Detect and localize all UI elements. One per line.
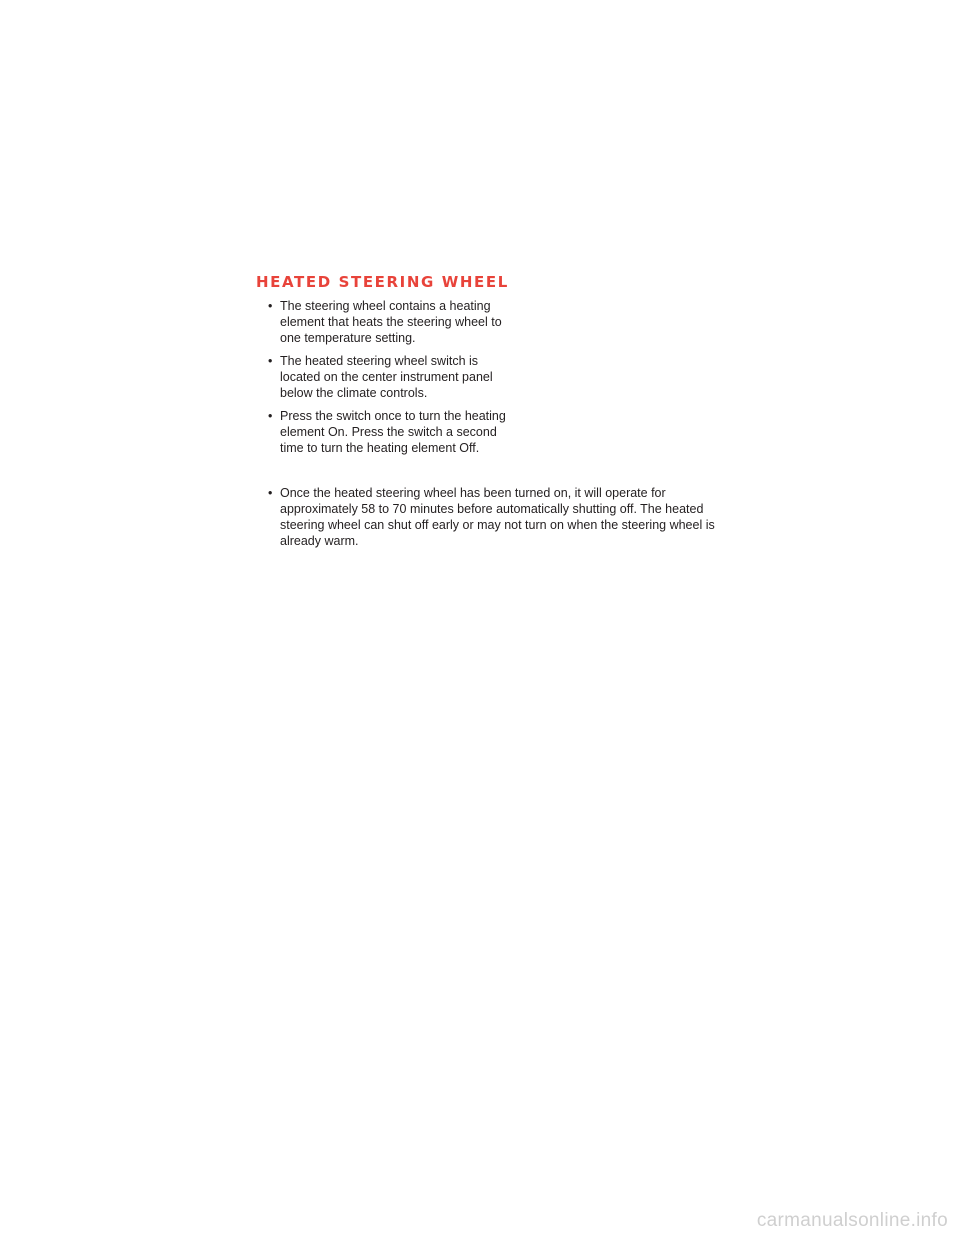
bullet-item: [268, 408, 508, 456]
bullet-dot-icon: •: [268, 354, 273, 368]
bullet-item: [268, 485, 728, 549]
bullet-text: The heated steering wheel switch is located on the center instrument panel below the climate controls.: [280, 354, 493, 400]
bullet-text: The steering wheel contains a heating element that heats the steering wheel to one temperature setting.: [280, 299, 502, 345]
bullet-dot-icon: •: [268, 299, 273, 313]
bullet-list-full: [268, 485, 728, 556]
bullet-dot-icon: •: [268, 409, 273, 423]
bullet-item: [268, 298, 508, 346]
bullet-item: [268, 353, 508, 401]
bullet-text: Once the heated steering wheel has been turned on, it will operate for approximately 58 to 70 minutes before automatically shutting off. The heated steering wheel can shut off early or may not turn on when the steering wheel is already warm.: [280, 486, 715, 548]
section-title: HEATED STEERING WHEEL: [256, 273, 509, 291]
bullet-dot-icon: •: [268, 486, 273, 500]
bullet-list-column: [268, 298, 508, 463]
bullet-text: Press the switch once to turn the heating element On. Press the switch a second time to turn the heating element Off.: [280, 409, 506, 455]
footer-watermark: carmanualsonline.info: [756, 1210, 948, 1231]
